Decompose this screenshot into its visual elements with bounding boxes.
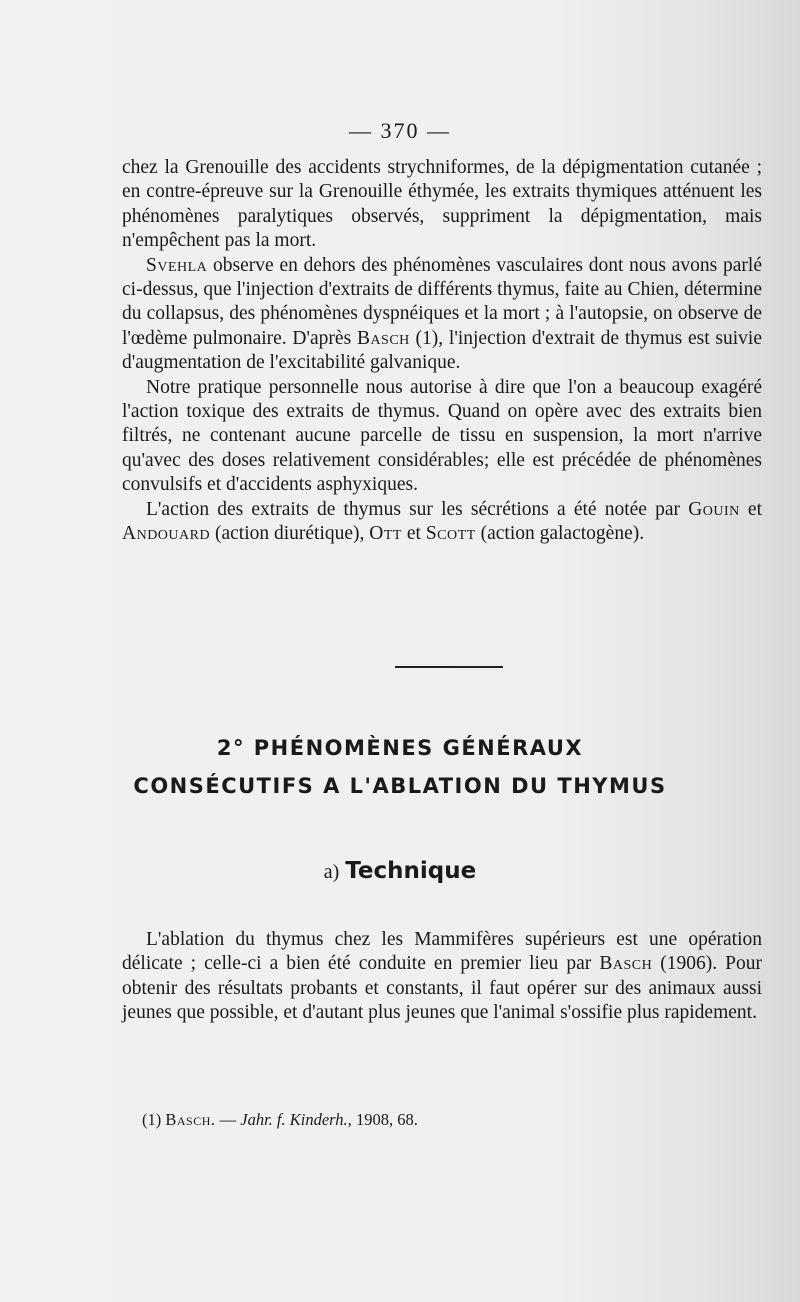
- author-name: Ott: [369, 523, 402, 545]
- paragraph: [122, 498, 762, 547]
- author-name: Andouard: [122, 523, 211, 545]
- footnote-journal: Jahr. f. Kinderh.,: [240, 1110, 352, 1129]
- author-name: Basch: [356, 327, 410, 349]
- body-text-bottom: [122, 928, 762, 1026]
- subsection-heading: [0, 858, 800, 885]
- paragraph-text: et: [739, 498, 762, 520]
- body-text-top: [122, 156, 762, 547]
- page-number: — 370 —: [349, 118, 451, 143]
- footnote: [142, 1110, 418, 1130]
- paragraph: [122, 254, 762, 376]
- footnote-reference: 1908, 68.: [355, 1110, 418, 1129]
- paragraph-text: (action galactogène).: [475, 523, 645, 545]
- paragraph: [122, 376, 762, 498]
- paragraph-text: L'ablation du thymus chez les Mammifères supérieurs est une opération délicate ; celle-ci a bien été conduite en premier lieu par: [122, 929, 762, 975]
- paragraph-text: observe en dehors des phénomènes vasculaires dont nous avons parlé ci-dessus, que l'injection d'extraits de différents thymus, faite au Chien, détermine du collapsus, des phénomènes dyspnéiques et la mort ; à l'autopsie, on observe de l'œdème pulmonaire. D'après: [122, 254, 762, 349]
- section-heading-line-1: 2° PHÉNOMÈNES GÉNÉRAUX: [216, 736, 584, 760]
- subsection-letter: a): [323, 861, 340, 883]
- paragraph-text: Notre pratique personnelle nous autorise à dire que l'on a beaucoup exagéré l'action toxique des extraits de thymus. Quand on opère avec des extraits bien filtrés, ne contenant aucune parcelle de tissu en suspension, la mort n'arrive qu'avec des doses relativement considérables; elle est précédée de phénomènes convulsifs et d'accidents asphyxiques.: [122, 376, 762, 496]
- paragraph-text: (1906). Pour obtenir des résultats probants et constants, il faut opérer sur des animaux aussi jeunes que possible, et d'autant plus jeunes que l'animal s'ossifie plus rapidement.: [122, 953, 763, 1024]
- author-name: Basch: [599, 953, 653, 975]
- paragraph-text: (action diurétique),: [210, 523, 370, 545]
- section-divider: [395, 666, 503, 668]
- author-name: Scott: [425, 523, 476, 545]
- paragraph-text: (1), l'injection d'extrait de thymus est suivie d'augmentation de l'excitabilité galvanique.: [122, 327, 762, 374]
- footnote-author: Basch.: [165, 1110, 216, 1129]
- author-name: Svehla: [146, 254, 208, 276]
- author-name: Gouin: [688, 498, 740, 520]
- footnote-marker: (1): [142, 1110, 162, 1129]
- section-heading-line-2: CONSÉCUTIFS A L'ABLATION DU THYMUS: [133, 774, 667, 798]
- subsection-title: Technique: [345, 858, 477, 884]
- paragraph-text: et: [401, 523, 426, 545]
- paragraph: [122, 928, 762, 1026]
- paragraph-text: L'action des extraits de thymus sur les sécrétions a été notée par: [146, 498, 689, 520]
- paragraph: [122, 156, 762, 254]
- paragraph-text: chez la Grenouille des accidents strychniformes, de la dépigmentation cutanée ; en contre-épreuve sur la Grenouille éthymée, les extraits thymiques atténuent les phénomènes paralytiques observés, suppriment la dépigmentation, mais n'empêchent pas la mort.: [122, 157, 762, 252]
- footnote-dash: —: [219, 1110, 237, 1129]
